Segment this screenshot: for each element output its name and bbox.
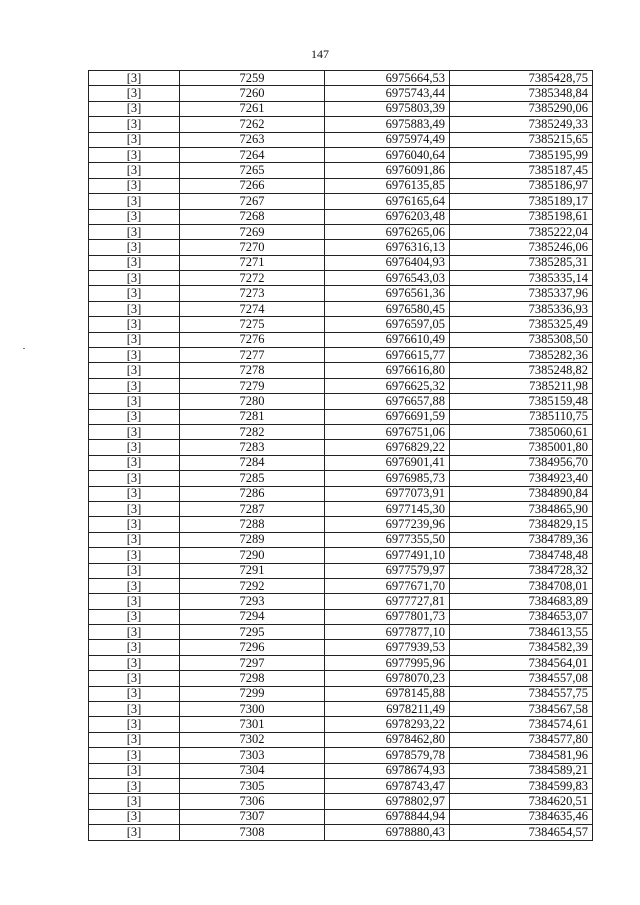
- x-coordinate-cell: 6978145,88: [325, 686, 450, 701]
- ref-cell: [3]: [89, 532, 180, 547]
- ref-cell: [3]: [89, 455, 180, 470]
- table-row: [89, 578, 593, 593]
- table-row: [89, 132, 593, 147]
- point-number-cell: 7259: [180, 71, 325, 86]
- y-coordinate-cell: 7384613,55: [450, 625, 593, 640]
- table-row: [89, 748, 593, 763]
- point-number-cell: 7305: [180, 778, 325, 793]
- y-coordinate-cell: 7384567,58: [450, 702, 593, 717]
- table-row: [89, 517, 593, 532]
- table-row: [89, 640, 593, 655]
- table-row: [89, 271, 593, 286]
- table-row: [89, 548, 593, 563]
- ref-cell: [3]: [89, 424, 180, 439]
- y-coordinate-cell: 7385159,48: [450, 394, 593, 409]
- point-number-cell: 7281: [180, 409, 325, 424]
- point-number-cell: 7284: [180, 455, 325, 470]
- point-number-cell: 7288: [180, 517, 325, 532]
- ref-cell: [3]: [89, 563, 180, 578]
- ref-cell: [3]: [89, 332, 180, 347]
- ref-cell: [3]: [89, 778, 180, 793]
- y-coordinate-cell: 7384557,08: [450, 671, 593, 686]
- ref-cell: [3]: [89, 101, 180, 116]
- ref-cell: [3]: [89, 178, 180, 193]
- y-coordinate-cell: 7385195,99: [450, 147, 593, 162]
- point-number-cell: 7263: [180, 132, 325, 147]
- x-coordinate-cell: 6976691,59: [325, 409, 450, 424]
- point-number-cell: 7296: [180, 640, 325, 655]
- y-coordinate-cell: 7384557,75: [450, 686, 593, 701]
- table-row: [89, 332, 593, 347]
- x-coordinate-cell: 6976625,32: [325, 378, 450, 393]
- point-number-cell: 7276: [180, 332, 325, 347]
- point-number-cell: 7283: [180, 440, 325, 455]
- point-number-cell: 7273: [180, 286, 325, 301]
- table-row: [89, 825, 593, 840]
- y-coordinate-cell: 7384599,83: [450, 778, 593, 793]
- table-row: [89, 424, 593, 439]
- y-coordinate-cell: 7385335,14: [450, 271, 593, 286]
- x-coordinate-cell: 6976901,41: [325, 455, 450, 470]
- y-coordinate-cell: 7384683,89: [450, 594, 593, 609]
- ref-cell: [3]: [89, 348, 180, 363]
- table-row: [89, 86, 593, 101]
- y-coordinate-cell: 7384620,51: [450, 794, 593, 809]
- table-row: [89, 532, 593, 547]
- point-number-cell: 7298: [180, 671, 325, 686]
- y-coordinate-cell: 7384890,84: [450, 486, 593, 501]
- y-coordinate-cell: 7385282,36: [450, 348, 593, 363]
- table-row: [89, 655, 593, 670]
- point-number-cell: 7302: [180, 732, 325, 747]
- x-coordinate-cell: 6977073,91: [325, 486, 450, 501]
- y-coordinate-cell: 7385325,49: [450, 317, 593, 332]
- point-number-cell: 7300: [180, 702, 325, 717]
- y-coordinate-cell: 7385222,04: [450, 224, 593, 239]
- table-row: [89, 609, 593, 624]
- x-coordinate-cell: 6976404,93: [325, 255, 450, 270]
- x-coordinate-cell: 6977801,73: [325, 609, 450, 624]
- ref-cell: [3]: [89, 640, 180, 655]
- ref-cell: [3]: [89, 686, 180, 701]
- table-row: [89, 686, 593, 701]
- point-number-cell: 7274: [180, 301, 325, 316]
- point-number-cell: 7261: [180, 101, 325, 116]
- x-coordinate-cell: 6977939,53: [325, 640, 450, 655]
- ref-cell: [3]: [89, 286, 180, 301]
- x-coordinate-cell: 6976091,86: [325, 163, 450, 178]
- point-number-cell: 7264: [180, 147, 325, 162]
- ref-cell: [3]: [89, 594, 180, 609]
- table-row: [89, 209, 593, 224]
- ref-cell: [3]: [89, 147, 180, 162]
- x-coordinate-cell: 6977579,97: [325, 563, 450, 578]
- point-number-cell: 7265: [180, 163, 325, 178]
- ref-cell: [3]: [89, 194, 180, 209]
- coordinates-table: [88, 70, 593, 841]
- ref-cell: [3]: [89, 255, 180, 270]
- x-coordinate-cell: 6976829,22: [325, 440, 450, 455]
- x-coordinate-cell: 6978579,78: [325, 748, 450, 763]
- table-row: [89, 763, 593, 778]
- x-coordinate-cell: 6978880,43: [325, 825, 450, 840]
- x-coordinate-cell: 6978674,93: [325, 763, 450, 778]
- table-row: [89, 778, 593, 793]
- x-coordinate-cell: 6977491,10: [325, 548, 450, 563]
- table-row: [89, 594, 593, 609]
- ref-cell: [3]: [89, 394, 180, 409]
- point-number-cell: 7303: [180, 748, 325, 763]
- point-number-cell: 7266: [180, 178, 325, 193]
- x-coordinate-cell: 6976615,77: [325, 348, 450, 363]
- y-coordinate-cell: 7385110,75: [450, 409, 593, 424]
- coordinates-table-body: [89, 71, 593, 841]
- ref-cell: [3]: [89, 501, 180, 516]
- ref-cell: [3]: [89, 409, 180, 424]
- ref-cell: [3]: [89, 794, 180, 809]
- y-coordinate-cell: 7384653,07: [450, 609, 593, 624]
- point-number-cell: 7308: [180, 825, 325, 840]
- x-coordinate-cell: 6976316,13: [325, 240, 450, 255]
- ref-cell: [3]: [89, 440, 180, 455]
- ref-cell: [3]: [89, 763, 180, 778]
- x-coordinate-cell: 6976265,06: [325, 224, 450, 239]
- y-coordinate-cell: 7385060,61: [450, 424, 593, 439]
- ref-cell: [3]: [89, 809, 180, 824]
- table-row: [89, 101, 593, 116]
- point-number-cell: 7290: [180, 548, 325, 563]
- x-coordinate-cell: 6975664,53: [325, 71, 450, 86]
- y-coordinate-cell: 7384748,48: [450, 548, 593, 563]
- point-number-cell: 7260: [180, 86, 325, 101]
- y-coordinate-cell: 7384581,96: [450, 748, 593, 763]
- y-coordinate-cell: 7384635,46: [450, 809, 593, 824]
- ref-cell: [3]: [89, 132, 180, 147]
- point-number-cell: 7291: [180, 563, 325, 578]
- x-coordinate-cell: 6977877,10: [325, 625, 450, 640]
- y-coordinate-cell: 7385285,31: [450, 255, 593, 270]
- table-row: [89, 117, 593, 132]
- table-row: [89, 717, 593, 732]
- table-row: [89, 486, 593, 501]
- x-coordinate-cell: 6976580,45: [325, 301, 450, 316]
- ref-cell: [3]: [89, 748, 180, 763]
- x-coordinate-cell: 6976561,36: [325, 286, 450, 301]
- x-coordinate-cell: 6975883,49: [325, 117, 450, 132]
- table-row: [89, 409, 593, 424]
- table-row: [89, 147, 593, 162]
- x-coordinate-cell: 6976616,80: [325, 363, 450, 378]
- ref-cell: [3]: [89, 271, 180, 286]
- ref-cell: [3]: [89, 86, 180, 101]
- table-row: [89, 732, 593, 747]
- point-number-cell: 7269: [180, 224, 325, 239]
- y-coordinate-cell: 7385001,80: [450, 440, 593, 455]
- ref-cell: [3]: [89, 301, 180, 316]
- y-coordinate-cell: 7385186,97: [450, 178, 593, 193]
- y-coordinate-cell: 7385246,06: [450, 240, 593, 255]
- ref-cell: [3]: [89, 578, 180, 593]
- y-coordinate-cell: 7384582,39: [450, 640, 593, 655]
- point-number-cell: 7280: [180, 394, 325, 409]
- y-coordinate-cell: 7385337,96: [450, 286, 593, 301]
- point-number-cell: 7270: [180, 240, 325, 255]
- table-row: [89, 363, 593, 378]
- x-coordinate-cell: 6978802,97: [325, 794, 450, 809]
- table-row: [89, 471, 593, 486]
- point-number-cell: 7292: [180, 578, 325, 593]
- ref-cell: [3]: [89, 732, 180, 747]
- table-row: [89, 809, 593, 824]
- point-number-cell: 7306: [180, 794, 325, 809]
- y-coordinate-cell: 7385428,75: [450, 71, 593, 86]
- ref-cell: [3]: [89, 163, 180, 178]
- table-row: [89, 255, 593, 270]
- ref-cell: [3]: [89, 471, 180, 486]
- y-coordinate-cell: 7385215,65: [450, 132, 593, 147]
- point-number-cell: 7293: [180, 594, 325, 609]
- x-coordinate-cell: 6976165,64: [325, 194, 450, 209]
- table-row: [89, 394, 593, 409]
- point-number-cell: 7295: [180, 625, 325, 640]
- table-row: [89, 348, 593, 363]
- y-coordinate-cell: 7384956,70: [450, 455, 593, 470]
- ref-cell: [3]: [89, 625, 180, 640]
- table-row: [89, 163, 593, 178]
- y-coordinate-cell: 7385336,93: [450, 301, 593, 316]
- point-number-cell: 7277: [180, 348, 325, 363]
- x-coordinate-cell: 6976657,88: [325, 394, 450, 409]
- point-number-cell: 7294: [180, 609, 325, 624]
- table-row: [89, 286, 593, 301]
- table-row: [89, 702, 593, 717]
- ref-cell: [3]: [89, 609, 180, 624]
- point-number-cell: 7307: [180, 809, 325, 824]
- y-coordinate-cell: 7384829,15: [450, 517, 593, 532]
- ref-cell: [3]: [89, 240, 180, 255]
- ref-cell: [3]: [89, 209, 180, 224]
- y-coordinate-cell: 7384574,61: [450, 717, 593, 732]
- y-coordinate-cell: 7384708,01: [450, 578, 593, 593]
- x-coordinate-cell: 6977145,30: [325, 501, 450, 516]
- point-number-cell: 7297: [180, 655, 325, 670]
- y-coordinate-cell: 7384789,36: [450, 532, 593, 547]
- y-coordinate-cell: 7384654,57: [450, 825, 593, 840]
- x-coordinate-cell: 6978211,49: [325, 702, 450, 717]
- table-row: [89, 563, 593, 578]
- x-coordinate-cell: 6976040,64: [325, 147, 450, 162]
- ref-cell: [3]: [89, 71, 180, 86]
- point-number-cell: 7262: [180, 117, 325, 132]
- y-coordinate-cell: 7385211,98: [450, 378, 593, 393]
- ref-cell: [3]: [89, 825, 180, 840]
- table-row: [89, 178, 593, 193]
- point-number-cell: 7268: [180, 209, 325, 224]
- table-row: [89, 224, 593, 239]
- point-number-cell: 7279: [180, 378, 325, 393]
- x-coordinate-cell: 6976135,85: [325, 178, 450, 193]
- x-coordinate-cell: 6975743,44: [325, 86, 450, 101]
- x-coordinate-cell: 6975974,49: [325, 132, 450, 147]
- y-coordinate-cell: 7384728,32: [450, 563, 593, 578]
- point-number-cell: 7278: [180, 363, 325, 378]
- x-coordinate-cell: 6977671,70: [325, 578, 450, 593]
- x-coordinate-cell: 6978293,22: [325, 717, 450, 732]
- table-row: [89, 317, 593, 332]
- x-coordinate-cell: 6978462,80: [325, 732, 450, 747]
- y-coordinate-cell: 7385290,06: [450, 101, 593, 116]
- table-row: [89, 455, 593, 470]
- y-coordinate-cell: 7384923,40: [450, 471, 593, 486]
- x-coordinate-cell: 6977239,96: [325, 517, 450, 532]
- ref-cell: [3]: [89, 671, 180, 686]
- page-number: 147: [311, 47, 329, 61]
- table-row: [89, 440, 593, 455]
- y-coordinate-cell: 7385198,61: [450, 209, 593, 224]
- ref-cell: [3]: [89, 378, 180, 393]
- x-coordinate-cell: 6976751,06: [325, 424, 450, 439]
- point-number-cell: 7286: [180, 486, 325, 501]
- ref-cell: [3]: [89, 486, 180, 501]
- table-row: [89, 194, 593, 209]
- y-coordinate-cell: 7384564,01: [450, 655, 593, 670]
- x-coordinate-cell: 6978844,94: [325, 809, 450, 824]
- table-row: [89, 240, 593, 255]
- point-number-cell: 7272: [180, 271, 325, 286]
- point-number-cell: 7271: [180, 255, 325, 270]
- x-coordinate-cell: 6976597,05: [325, 317, 450, 332]
- x-coordinate-cell: 6976543,03: [325, 271, 450, 286]
- x-coordinate-cell: 6978743,47: [325, 778, 450, 793]
- point-number-cell: 7301: [180, 717, 325, 732]
- table-row: [89, 501, 593, 516]
- point-number-cell: 7282: [180, 424, 325, 439]
- x-coordinate-cell: 6978070,23: [325, 671, 450, 686]
- x-coordinate-cell: 6977727,81: [325, 594, 450, 609]
- y-coordinate-cell: 7385249,33: [450, 117, 593, 132]
- ref-cell: [3]: [89, 702, 180, 717]
- y-coordinate-cell: 7385348,84: [450, 86, 593, 101]
- table-row: [89, 671, 593, 686]
- table-row: [89, 301, 593, 316]
- y-coordinate-cell: 7384865,90: [450, 501, 593, 516]
- y-coordinate-cell: 7385187,45: [450, 163, 593, 178]
- point-number-cell: 7267: [180, 194, 325, 209]
- margin-mark: [23, 348, 25, 349]
- y-coordinate-cell: 7385189,17: [450, 194, 593, 209]
- ref-cell: [3]: [89, 548, 180, 563]
- table-row: [89, 378, 593, 393]
- ref-cell: [3]: [89, 655, 180, 670]
- ref-cell: [3]: [89, 317, 180, 332]
- x-coordinate-cell: 6976985,73: [325, 471, 450, 486]
- point-number-cell: 7289: [180, 532, 325, 547]
- x-coordinate-cell: 6975803,39: [325, 101, 450, 116]
- table-row: [89, 71, 593, 86]
- table-row: [89, 625, 593, 640]
- x-coordinate-cell: 6976610,49: [325, 332, 450, 347]
- point-number-cell: 7304: [180, 763, 325, 778]
- y-coordinate-cell: 7384589,21: [450, 763, 593, 778]
- x-coordinate-cell: 6976203,48: [325, 209, 450, 224]
- x-coordinate-cell: 6977355,50: [325, 532, 450, 547]
- point-number-cell: 7299: [180, 686, 325, 701]
- y-coordinate-cell: 7385308,50: [450, 332, 593, 347]
- ref-cell: [3]: [89, 363, 180, 378]
- ref-cell: [3]: [89, 224, 180, 239]
- point-number-cell: 7275: [180, 317, 325, 332]
- table-row: [89, 794, 593, 809]
- ref-cell: [3]: [89, 517, 180, 532]
- ref-cell: [3]: [89, 117, 180, 132]
- y-coordinate-cell: 7384577,80: [450, 732, 593, 747]
- y-coordinate-cell: 7385248,82: [450, 363, 593, 378]
- point-number-cell: 7287: [180, 501, 325, 516]
- ref-cell: [3]: [89, 717, 180, 732]
- point-number-cell: 7285: [180, 471, 325, 486]
- x-coordinate-cell: 6977995,96: [325, 655, 450, 670]
